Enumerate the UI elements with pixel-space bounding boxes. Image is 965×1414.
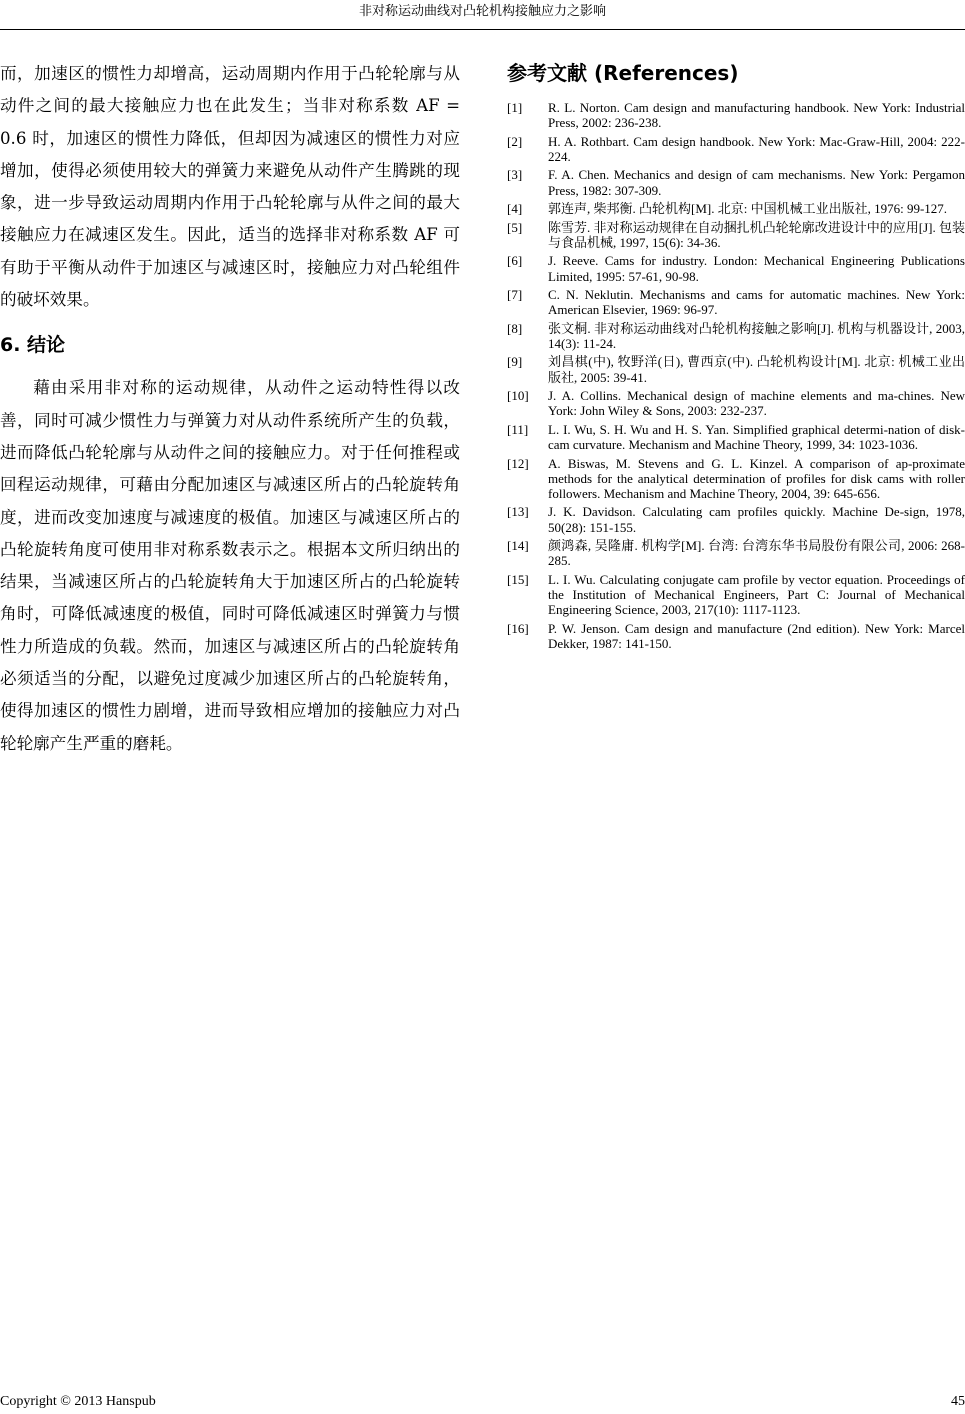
reference-text: J. A. Collins. Mechanical design of machine elements and ma-chines. New York: John Wiley & Sons, 2003: 232-237. <box>548 388 965 419</box>
reference-text: 郭连声, 柴邦衡. 凸轮机构[M]. 北京: 中国机械工业出版社, 1976: 99-127. <box>548 201 948 217</box>
reference-number: [15] <box>507 571 529 587</box>
reference-item <box>507 621 965 651</box>
reference-text: R. L. Norton. Cam design and manufacturing handbook. New York: Industrial Press, 2002: 236-238. <box>548 100 965 131</box>
reference-number: [6] <box>507 253 523 269</box>
running-header: 非对称运动曲线对凸轮机构接触应力之影响 <box>0 0 965 30</box>
reference-text: 张文桐. 非对称运动曲线对凸轮机构接触之影响[J]. 机构与机器设计, 2003, 14(3): 11-24. <box>548 320 965 351</box>
reference-item <box>507 538 965 568</box>
reference-number: [11] <box>507 421 529 437</box>
reference-text: 颜鸿森, 吴隆庸. 机构学[M]. 台湾: 台湾东华书局股份有限公司, 2006: 268-285. <box>548 538 965 569</box>
reference-item <box>507 321 965 351</box>
reference-item <box>507 456 965 502</box>
reference-item <box>507 422 965 452</box>
paragraph-conclusion: 藉由采用非对称的运动规律，从动件之运动特性得以改善，同时可减少惯性力与弹簧力对从动件系统所产生的负载，进而降低凸轮轮廓与从动件之间的接触应力。对于任何推程或回程运动规律，可藉由分配加速区与减速区所占的凸轮旋转角度，进而改变加速度与减速度的极值。加速区与减速区所占的凸轮旋转角度可使用非对称系数表示之。根据本文所归纳出的结果，当减速区所占的凸轮旋转角大于加速区所占的凸轮旋转角时，可降低减速度的极值，同时可降低减速区时弹簧力与惯性力所造成的负载。然而，加速区与减速区所占的凸轮旋转角必须适当的分配，以避免过度减少加速区所占的凸轮旋转角，使得加速区的惯性力剧增，进而导致相应增加的接触应力对凸轮轮廓产生严重的磨耗。 <box>0 378 460 753</box>
footer-copyright: Copyright © 2013 Hanspub <box>0 1394 156 1409</box>
reference-number: [16] <box>507 620 529 636</box>
reference-text: L. I. Wu, S. H. Wu and H. S. Yan. Simplified graphical determi-nation of disk-cam curvature. Mechanism and Machine Theory, 1999, 34: 1023-1036. <box>548 421 965 453</box>
reference-item <box>507 354 965 384</box>
references-column <box>507 58 965 654</box>
reference-number: [13] <box>507 504 529 520</box>
reference-text: 刘昌棋(中), 牧野洋(日), 曹西京(中). 凸轮机构设计[M]. 北京: 机械工业出版社, 2005: 39-41. <box>548 354 965 385</box>
reference-number: [9] <box>507 354 523 370</box>
references-heading: 参考文献 (References) <box>507 61 739 85</box>
reference-number: [4] <box>507 201 523 217</box>
reference-text: 陈雪芳. 非对称运动规律在自动捆扎机凸轮轮廓改进设计中的应用[J]. 包装与食品机械, 1997, 15(6): 34-36. <box>548 219 965 250</box>
reference-text: J. K. Davidson. Calculating cam profiles quickly. Machine De-sign, 1978, 50(28): 151-155. <box>548 504 965 535</box>
reference-text: H. A. Rothbart. Cam design handbook. New York: Mac-Graw-Hill, 2004: 222-224. <box>548 133 965 164</box>
paragraph-continuation: 而，加速区的惯性力却增高，运动周期内作用于凸轮轮廓与从动件之间的最大接触应力也在此发生；当非对称系数 AF = 0.6 时，加速区的惯性力降低，但却因为减速区的惯性力对应增加，使得必须使用较大的弹簧力来避免从动件产生腾跳的现象，进一步导致运动周期内作用于凸轮轮廓与从件之间的最大接触应力在减速区发生。因此，适当的选择非对称系数 AF 可有助于平衡从动件于加速区与减速区时，接触应力对凸轮组件的破坏效果。 <box>0 64 460 310</box>
reference-item <box>507 220 965 250</box>
reference-text: J. Reeve. Cams for industry. London: Mechanical Engineering Publications Limited, 1995: 57-61, 90-98. <box>548 253 965 284</box>
reference-number: [14] <box>507 538 529 554</box>
reference-text: P. W. Jenson. Cam design and manufacture (2nd edition). New York: Marcel Dekker, 1987: 141-150. <box>548 620 965 651</box>
reference-number: [5] <box>507 219 523 235</box>
reference-number: [12] <box>507 455 529 471</box>
reference-item <box>507 100 965 130</box>
reference-item <box>507 134 965 164</box>
reference-number: [8] <box>507 320 523 336</box>
reference-item <box>507 388 965 418</box>
reference-number: [3] <box>507 167 523 183</box>
reference-item <box>507 167 965 197</box>
reference-item <box>507 572 965 618</box>
reference-number: [10] <box>507 388 529 404</box>
page-number: 45 <box>951 1394 965 1409</box>
reference-number: [1] <box>507 100 523 115</box>
left-column <box>0 58 460 760</box>
reference-number: [2] <box>507 133 523 149</box>
reference-item <box>507 201 965 216</box>
reference-item <box>507 253 965 283</box>
reference-list <box>507 100 965 651</box>
reference-item <box>507 504 965 534</box>
reference-text: L. I. Wu. Calculating conjugate cam profile by vector equation. Proceedings of the Institution of Mechanical Engineers, Part C: Journal of Mechanical Engineering Science, 2003, 217(10): 1117-1123. <box>548 571 965 618</box>
reference-text: C. N. Neklutin. Mechanisms and cams for automatic machines. New York: American Elsevier, 1969: 96-97. <box>548 287 965 318</box>
section-heading-conclusion: 6. 结论 <box>0 334 66 357</box>
reference-item <box>507 287 965 317</box>
reference-text: F. A. Chen. Mechanics and design of cam mechanisms. New York: Pergamon Press, 1982: 307-309. <box>548 167 965 198</box>
reference-number: [7] <box>507 287 523 303</box>
reference-text: A. Biswas, M. Stevens and G. L. Kinzel. A comparison of ap-proximate methods for the analytical determination of profiles for disk cams with roller followers. Mechanism and Machine Theory, 2004, 39: 645-656. <box>548 455 965 501</box>
